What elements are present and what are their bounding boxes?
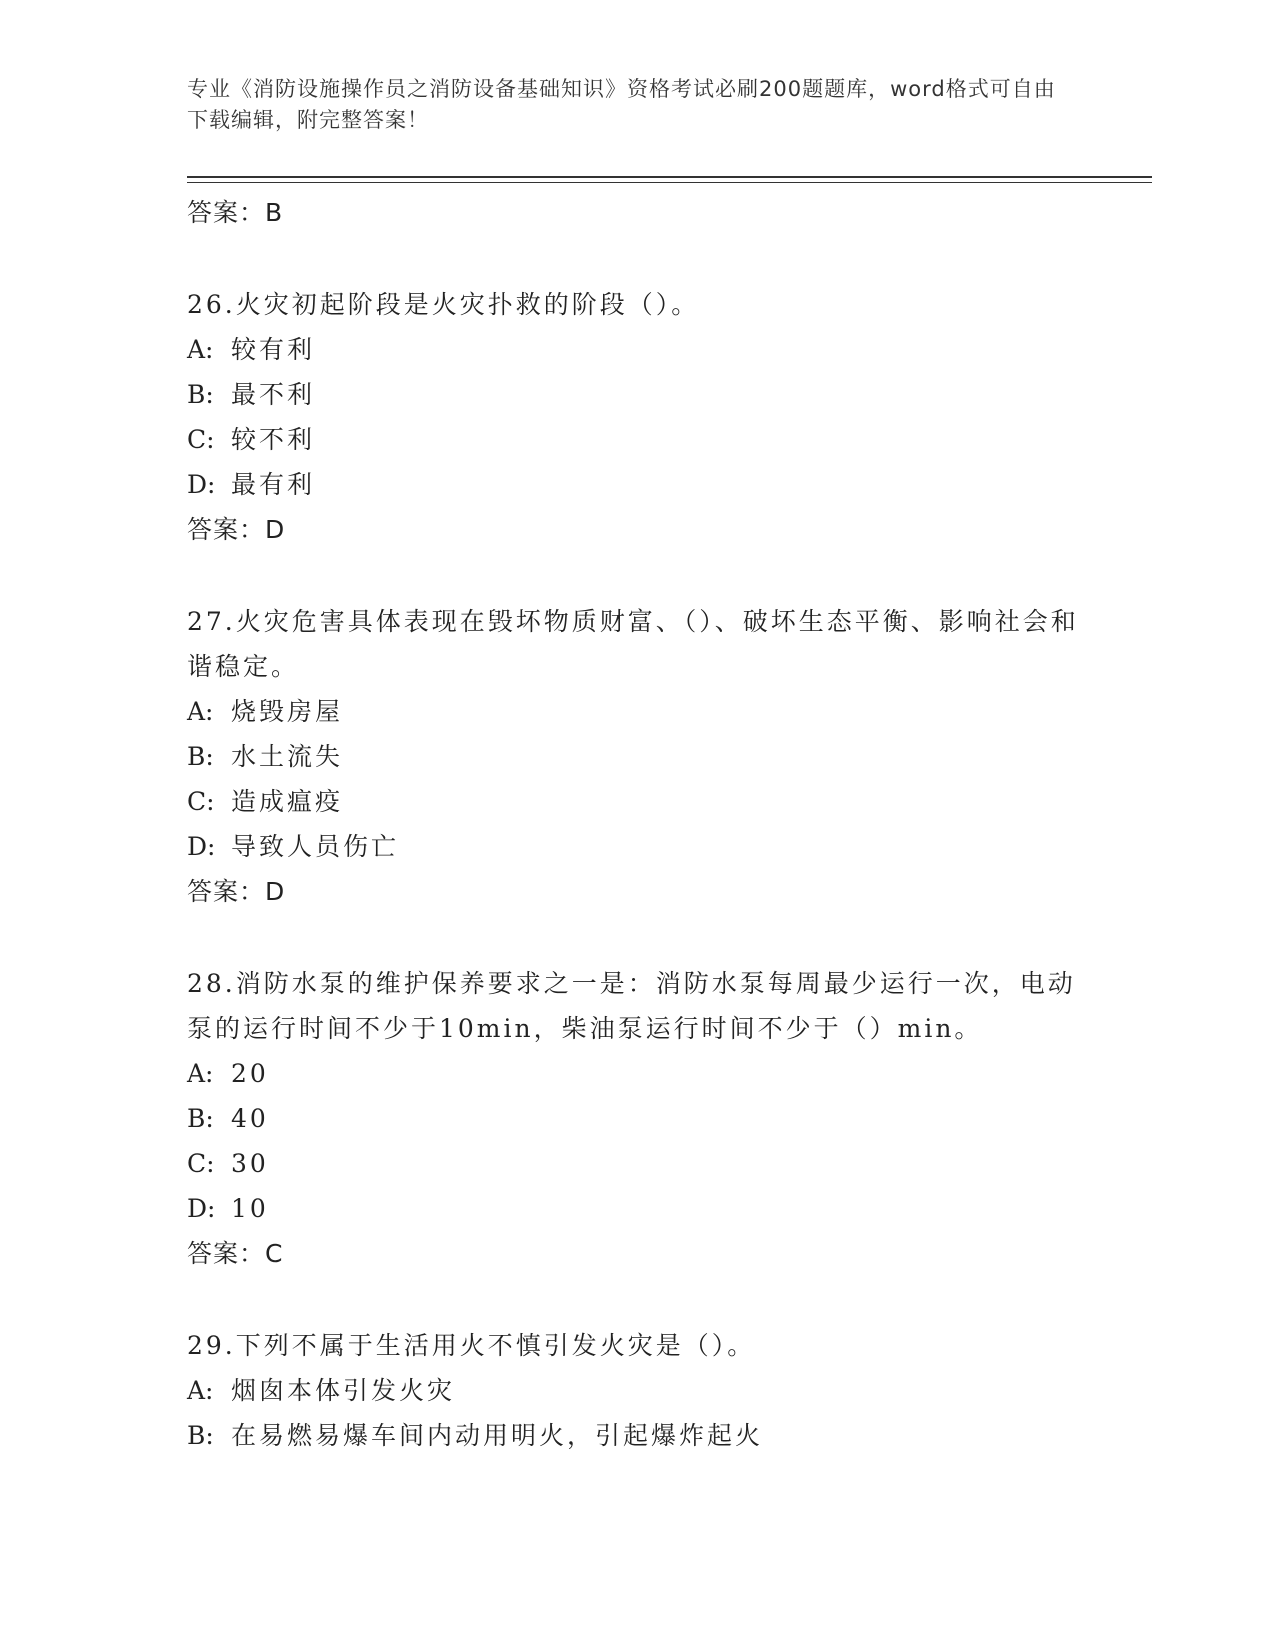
question-block: [187, 599, 1087, 914]
option-text: 水土流失: [231, 742, 344, 771]
answer-label: 答案：: [187, 1239, 266, 1268]
answer-label: 答案：: [187, 198, 266, 227]
question-block: [187, 961, 1087, 1276]
option-text: 40: [231, 1104, 269, 1133]
answer-line: [187, 190, 1087, 235]
document-header: [187, 74, 1067, 136]
header-divider-thick: [187, 176, 1152, 178]
option-key: C:: [187, 1149, 215, 1178]
option-c: [187, 779, 1087, 824]
answer-line: [187, 1231, 1087, 1276]
option-text: 20: [231, 1059, 269, 1088]
answer-value: C: [265, 1239, 284, 1268]
option-key: D:: [187, 832, 216, 861]
option-key: B:: [187, 742, 214, 771]
answer-line: [187, 507, 1087, 552]
option-a: [187, 689, 1087, 734]
option-text: 最有利: [231, 470, 316, 499]
option-b: [187, 734, 1087, 779]
spacer: [187, 235, 1087, 282]
question-list: [187, 190, 1087, 1458]
option-text: 10: [231, 1194, 269, 1223]
option-text: 烧毁房屋: [231, 697, 344, 726]
spacer: [187, 914, 1087, 961]
answer-line: [187, 869, 1087, 914]
option-key: A:: [187, 697, 214, 726]
option-text: 导致人员伤亡: [231, 832, 400, 861]
option-text: 较有利: [231, 335, 316, 364]
option-a: [187, 1051, 1087, 1096]
spacer: [187, 1276, 1087, 1323]
option-c: [187, 1141, 1087, 1186]
option-key: A:: [187, 335, 214, 364]
option-text: 较不利: [231, 425, 316, 454]
option-key: B:: [187, 380, 214, 409]
answer-label: 答案：: [187, 515, 266, 544]
option-key: B:: [187, 1104, 214, 1133]
header-intro-text: 专业《消防设施操作员之消防设备基础知识》资格考试必刷200题题库，word格式可自由下载编辑，附完整答案！: [187, 77, 1056, 132]
option-d: [187, 1186, 1087, 1231]
option-c: [187, 417, 1087, 462]
option-d: [187, 824, 1087, 869]
option-key: A:: [187, 1059, 214, 1088]
question-text: 28.消防水泵的维护保养要求之一是：消防水泵每周最少运行一次，电动泵的运行时间不少于10min，柴油泵运行时间不少于（）min。: [187, 969, 1076, 1043]
question-text: 27.火灾危害具体表现在毁坏物质财富、（）、破坏生态平衡、影响社会和谐稳定。: [187, 607, 1079, 681]
option-text: 最不利: [231, 380, 316, 409]
option-key: C:: [187, 425, 215, 454]
option-text: 30: [231, 1149, 269, 1178]
option-b: [187, 372, 1087, 417]
option-key: A:: [187, 1376, 214, 1405]
spacer: [187, 552, 1087, 599]
option-key: D:: [187, 1194, 216, 1223]
header-divider-thin: [187, 182, 1152, 183]
option-b: [187, 1413, 1087, 1458]
option-text: 造成瘟疫: [231, 787, 344, 816]
question-text: 26.火灾初起阶段是火灾扑救的阶段（）。: [187, 290, 700, 319]
answer-value: B: [265, 198, 284, 227]
option-d: [187, 462, 1087, 507]
option-key: B:: [187, 1421, 214, 1450]
option-a: [187, 1368, 1087, 1413]
option-key: C:: [187, 787, 215, 816]
answer-value: D: [265, 515, 286, 544]
option-text: 烟囱本体引发火灾: [231, 1376, 456, 1405]
question-block: [187, 1323, 1087, 1458]
option-a: [187, 327, 1087, 372]
option-key: D:: [187, 470, 216, 499]
answer-value: D: [265, 877, 286, 906]
option-text: 在易燃易爆车间内动用明火，引起爆炸起火: [231, 1421, 764, 1450]
option-b: [187, 1096, 1087, 1141]
question-block: [187, 282, 1087, 552]
question-text: 29.下列不属于生活用火不慎引发火灾是（）。: [187, 1331, 756, 1360]
answer-label: 答案：: [187, 877, 266, 906]
